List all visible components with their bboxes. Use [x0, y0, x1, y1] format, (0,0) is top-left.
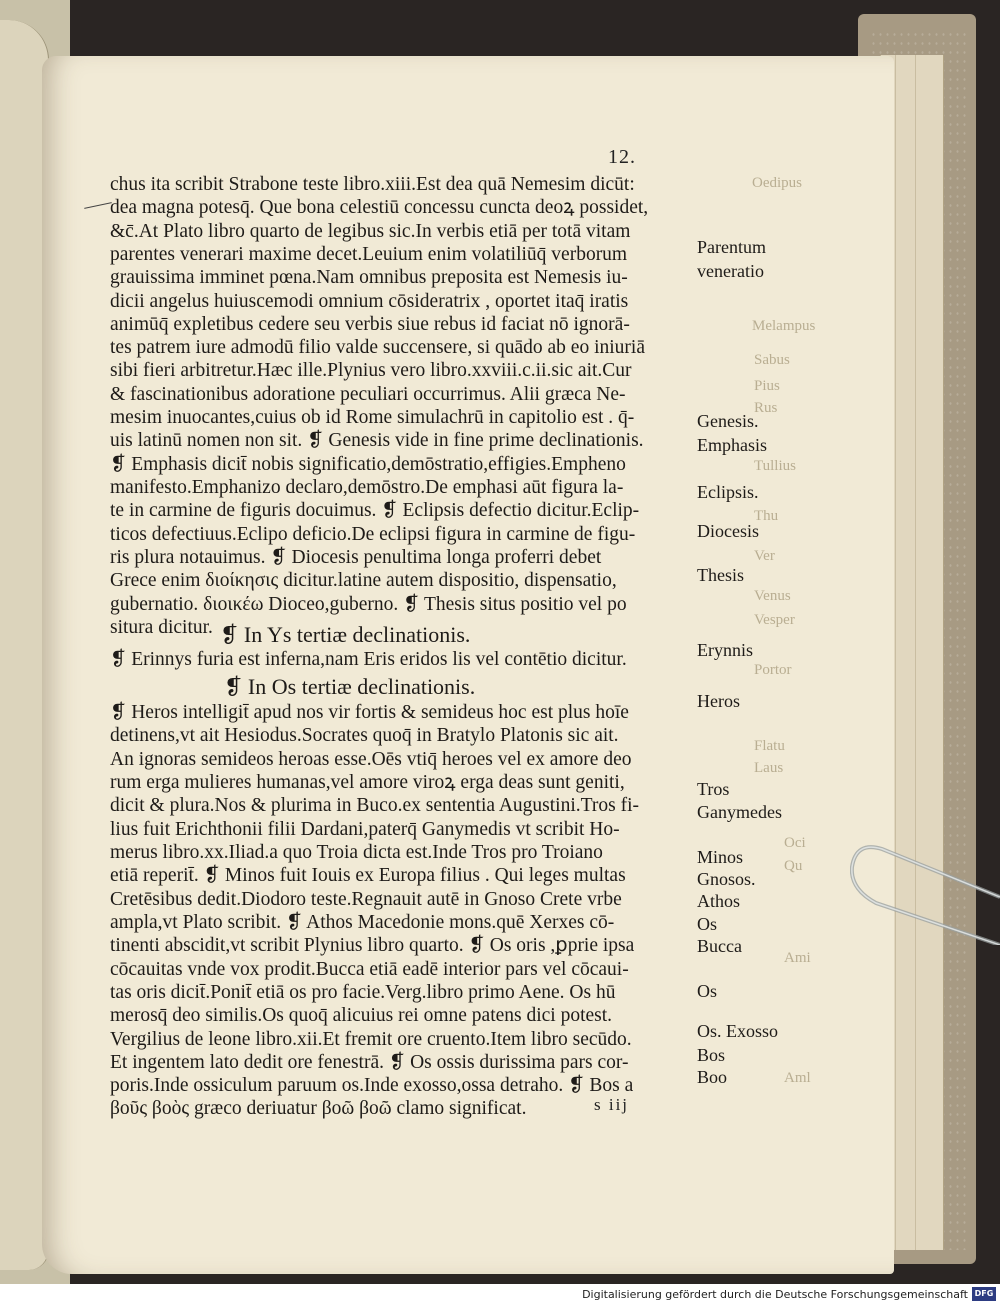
footer-bar	[0, 1284, 1000, 1306]
margin-note: Ganymedes	[697, 802, 782, 822]
ghost-word: Ver	[754, 548, 775, 564]
text-line: ❡ Heros intelligit̄ apud nos vir fortis & semideus hoc est plus hoīe	[110, 702, 629, 723]
dfg-logo: DFG	[972, 1287, 996, 1301]
text-line: grauissima imminet pœna.Nam omnibus preposita est Nemesis iu-	[110, 267, 628, 288]
text-line: ris plura notauimus. ❡ Diocesis penultima longa proferri debet	[110, 547, 602, 568]
text-line: tinenti abscidit,vt scribit Plynius libro quarto. ❡ Os oris ,ꝑprie ipsa	[110, 935, 635, 956]
text-line: detinens,vt ait Hesiodus.Socrates quoq̄ in Bratylo Platonis sic ait.	[110, 725, 619, 746]
text-line: parentes venerari maxime decet.Leuium enim volatiliūq̄ verborum	[110, 244, 628, 265]
ghost-word: Venus	[754, 588, 791, 604]
signature-mark: s iij	[594, 1095, 630, 1114]
ghost-word: Portor	[754, 662, 792, 678]
text-line: etiā reperit̄. ❡ Minos fuit Iouis ex Europa filius . Qui leges multas	[110, 865, 626, 886]
ghost-word: Qu	[784, 858, 803, 874]
text-line: poris.Inde ossiculum paruum os.Inde exosso,ossa detraho. ❡ Bos a	[110, 1075, 634, 1096]
ghost-word: Aml	[784, 1070, 811, 1086]
ghost-word: Ami	[784, 950, 811, 966]
margin-note: Thesis	[697, 565, 744, 585]
margin-note: Athos	[697, 891, 741, 911]
text-line: ❡ Erinnys furia est inferna,nam Eris eridos lis vel contētio dicitur.	[110, 649, 627, 670]
section-heading: ❡ In Os tertiæ declinationis.	[224, 674, 476, 699]
ghost-word: Sabus	[754, 352, 790, 368]
text-line: sibi fieri arbitretur.Hæc ille.Plynius vero libro.xxviii.c.ii.sic ait.Cur	[110, 360, 632, 381]
text-line: & fascinationibus adoratione peculiari occurrimus. Alii græca Ne-	[110, 384, 626, 405]
text-line: merosq̄ deo similis.Os quoq̄ alicuius rei omne patens dici potest.	[110, 1005, 613, 1026]
text-line: Cretēsibus dedit.Diodoro teste.Regnauit autē in Gnoso Crete vrbe	[110, 889, 622, 910]
margin-note: veneratio	[697, 261, 764, 281]
margin-note: Minos	[697, 847, 744, 867]
text-line: te in carmine de figuris docuimus. ❡ Eclipsis defectio dicitur.Eclip-	[110, 500, 640, 521]
ghost-word: Thu	[754, 508, 779, 524]
text-line: Vergilius de leone libro.xii.Et fremit ore cruento.Item libro secūdo.	[110, 1029, 632, 1050]
text-line: cōcauitas vnde vox prodit.Bucca etiā eadē interior pars vel cōcaui-	[110, 959, 629, 980]
page-number: 12.	[608, 146, 636, 168]
ghost-word: Tullius	[754, 458, 796, 474]
text-line: dicii angelus huiuscemodi omnium cōsideratrix , oportet itaq̄ iratis	[110, 291, 629, 312]
ghost-word: Melampus	[752, 318, 816, 334]
text-line: dea magna potesq̄. Que bona celestiū concessu cuncta deoꝝ possidet,	[110, 197, 649, 218]
footer-credit: Digitalisierung gefördert durch die Deutsche Forschungsgemeinschaft	[582, 1288, 968, 1301]
text-line: Grece enim διοίκησις dicitur.latine autem dispositio, dispensatio,	[110, 570, 617, 591]
text-line: uis latinū nomen non sit. ❡ Genesis vide in fine prime declinationis.	[110, 430, 644, 451]
margin-note: Bos	[697, 1045, 726, 1065]
ghost-word: Vesper	[754, 612, 795, 628]
text-line: situra dicitur.	[110, 617, 213, 638]
margin-note: Tros	[697, 779, 730, 799]
text-line: ❡ Emphasis dicit̄ nobis significatio,demōstratio,effigies.Empheno	[110, 454, 626, 475]
text-line: ticos defectiuus.Eclipo deficio.De eclipsi figura in carmine de figu-	[110, 524, 636, 545]
text-line: merus libro.xx.Iliad.a quo Troia dicta est.Inde Tros pro Troiano	[110, 842, 603, 863]
margin-note: Parentum	[697, 237, 766, 257]
margin-note: Diocesis	[697, 521, 759, 541]
text-line: tas oris dicit̄.Ponit̄ etiā os pro facie.Verg.libro primo Aene. Os hū	[110, 982, 616, 1003]
text-line: gubernatio. διοικέω Dioceo,guberno. ❡ Thesis situs positio vel po	[110, 594, 627, 615]
ghost-word: Oci	[784, 835, 806, 851]
text-line: tes patrem iure admodū filio valde succensere, si quādo ab eo iniuriā	[110, 337, 645, 358]
margin-note: Emphasis	[697, 435, 767, 455]
ghost-word: Rus	[754, 400, 778, 416]
text-line: mesim inuocantes,cuius ob id Rome simulachrū in capitolio est . q̄-	[110, 407, 635, 428]
text-line: rum erga mulieres humanas,vel amore viroꝝ erga deas sunt geniti,	[110, 772, 625, 793]
ghost-word: Laus	[754, 760, 784, 776]
margin-note: Os	[697, 914, 718, 934]
text-line: animūq̄ expletibus cedere seu verbis siue rebus id faciat nō ignorā-	[110, 314, 630, 335]
text-line: &c̄.At Plato libro quarto de legibus sic.In verbis etiā per totā vitam	[110, 221, 631, 242]
text-line: Et ingentem lato dedit ore fenestrā. ❡ Os ossis durissima pars cor-	[110, 1052, 629, 1073]
text-line: ampla,vt Plato scribit. ❡ Athos Macedonie mons.quē Xerxes cō-	[110, 912, 615, 933]
text-line: βοῦς βοὸς græco deriuatur βοῶ βοῶ clamo significat.	[110, 1098, 527, 1119]
text-line: lius fuit Erichthonii filii Dardani,paterq̄ Ganymedis vt scribit Ho-	[110, 819, 620, 840]
page-clip	[850, 845, 1000, 945]
margin-note: Bucca	[697, 936, 742, 956]
ghost-word: Oedipus	[752, 175, 802, 191]
ghost-word: Flatu	[754, 738, 785, 754]
margin-note: Os. Exosso	[697, 1021, 779, 1041]
margin-note: Genesis.	[697, 411, 759, 431]
margin-note: Boo	[697, 1067, 728, 1087]
margin-note: Eclipsis.	[697, 482, 759, 502]
margin-note: Gnosos.	[697, 869, 756, 889]
text-line: dicit & plura.Nos & plurima in Buco.ex sententia Augustini.Tros fi-	[110, 795, 639, 816]
section-heading: ❡ In Ys tertiæ declinationis.	[220, 622, 471, 647]
text-line: chus ita scribit Strabone teste libro.xiii.Est dea quā Nemesim dicūt:	[110, 174, 635, 195]
margin-note: Erynnis	[697, 640, 753, 660]
text-line: An ignoras semideos heroas esse.Oēs vtiq̄ heroes vel ex amore deo	[110, 749, 632, 770]
ghost-word: Pius	[754, 378, 780, 394]
margin-note: Os	[697, 981, 718, 1001]
margin-note: Heros	[697, 691, 740, 711]
text-line: manifesto.Emphanizo declaro,demōstro.De emphasi aūt figura la-	[110, 477, 624, 498]
